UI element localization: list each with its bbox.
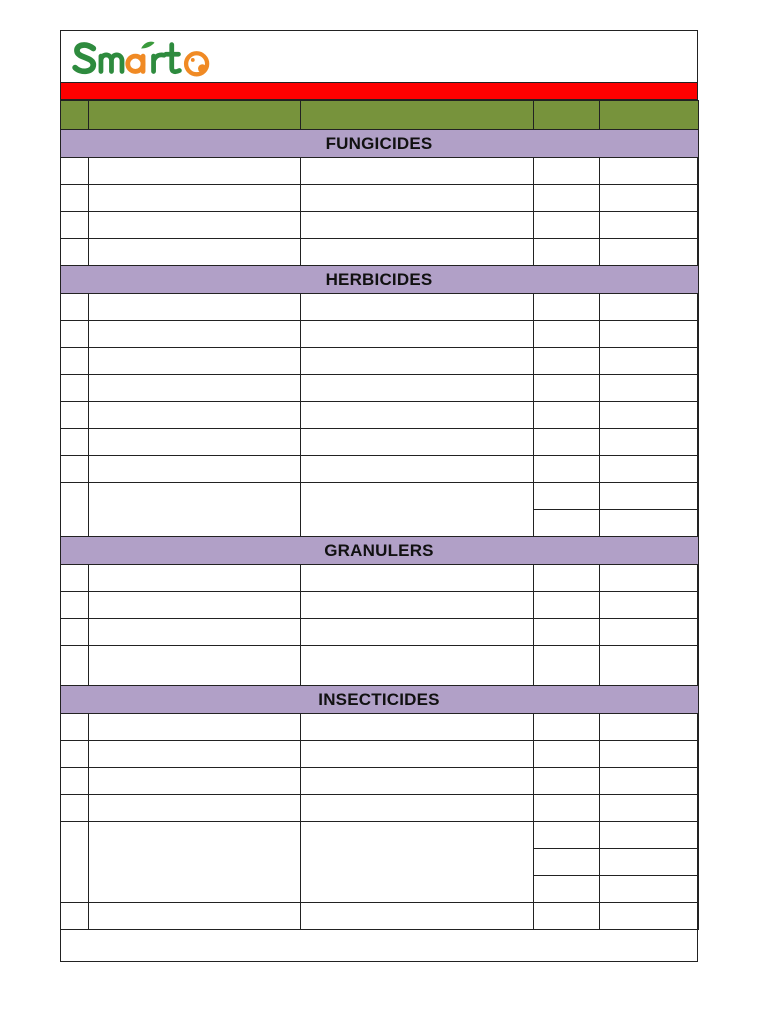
- table-row: [60, 592, 698, 619]
- table-row: [60, 375, 698, 402]
- table-row: [60, 768, 698, 795]
- table-row: [60, 158, 698, 185]
- table-row: [60, 903, 698, 930]
- header-cell: [300, 101, 533, 130]
- price-list-sheet: [60, 30, 698, 962]
- table-row: [60, 239, 698, 266]
- red-banner-bar: [61, 82, 697, 100]
- header-cell: [533, 101, 599, 130]
- section-title: GRANULERS: [60, 537, 698, 565]
- section-row-fungicides: [60, 130, 698, 158]
- table-row: [60, 294, 698, 321]
- table-row: [60, 822, 698, 849]
- section-title: FUNGICIDES: [60, 130, 698, 158]
- table-row: [60, 212, 698, 239]
- table-row: [60, 646, 698, 686]
- table-row: [60, 185, 698, 212]
- table-row: [60, 321, 698, 348]
- product-table: [60, 100, 699, 930]
- section-title: HERBICIDES: [60, 266, 698, 294]
- table-row: [60, 795, 698, 822]
- table-row: [60, 619, 698, 646]
- table-row: [60, 429, 698, 456]
- table-row: [60, 483, 698, 510]
- section-title: INSECTICIDES: [60, 686, 698, 714]
- table-row: [60, 714, 698, 741]
- header-cell: [88, 101, 300, 130]
- table-row: [60, 348, 698, 375]
- section-row-insecticides: [60, 686, 698, 714]
- smart-logo: [69, 37, 219, 81]
- header-cell: [60, 101, 88, 130]
- section-row-granulers: [60, 537, 698, 565]
- table-row: [60, 456, 698, 483]
- header-cell: [599, 101, 698, 130]
- table-header-row: [60, 101, 698, 130]
- table-row: [60, 565, 698, 592]
- section-row-herbicides: [60, 266, 698, 294]
- table-row: [60, 741, 698, 768]
- table-row: [60, 402, 698, 429]
